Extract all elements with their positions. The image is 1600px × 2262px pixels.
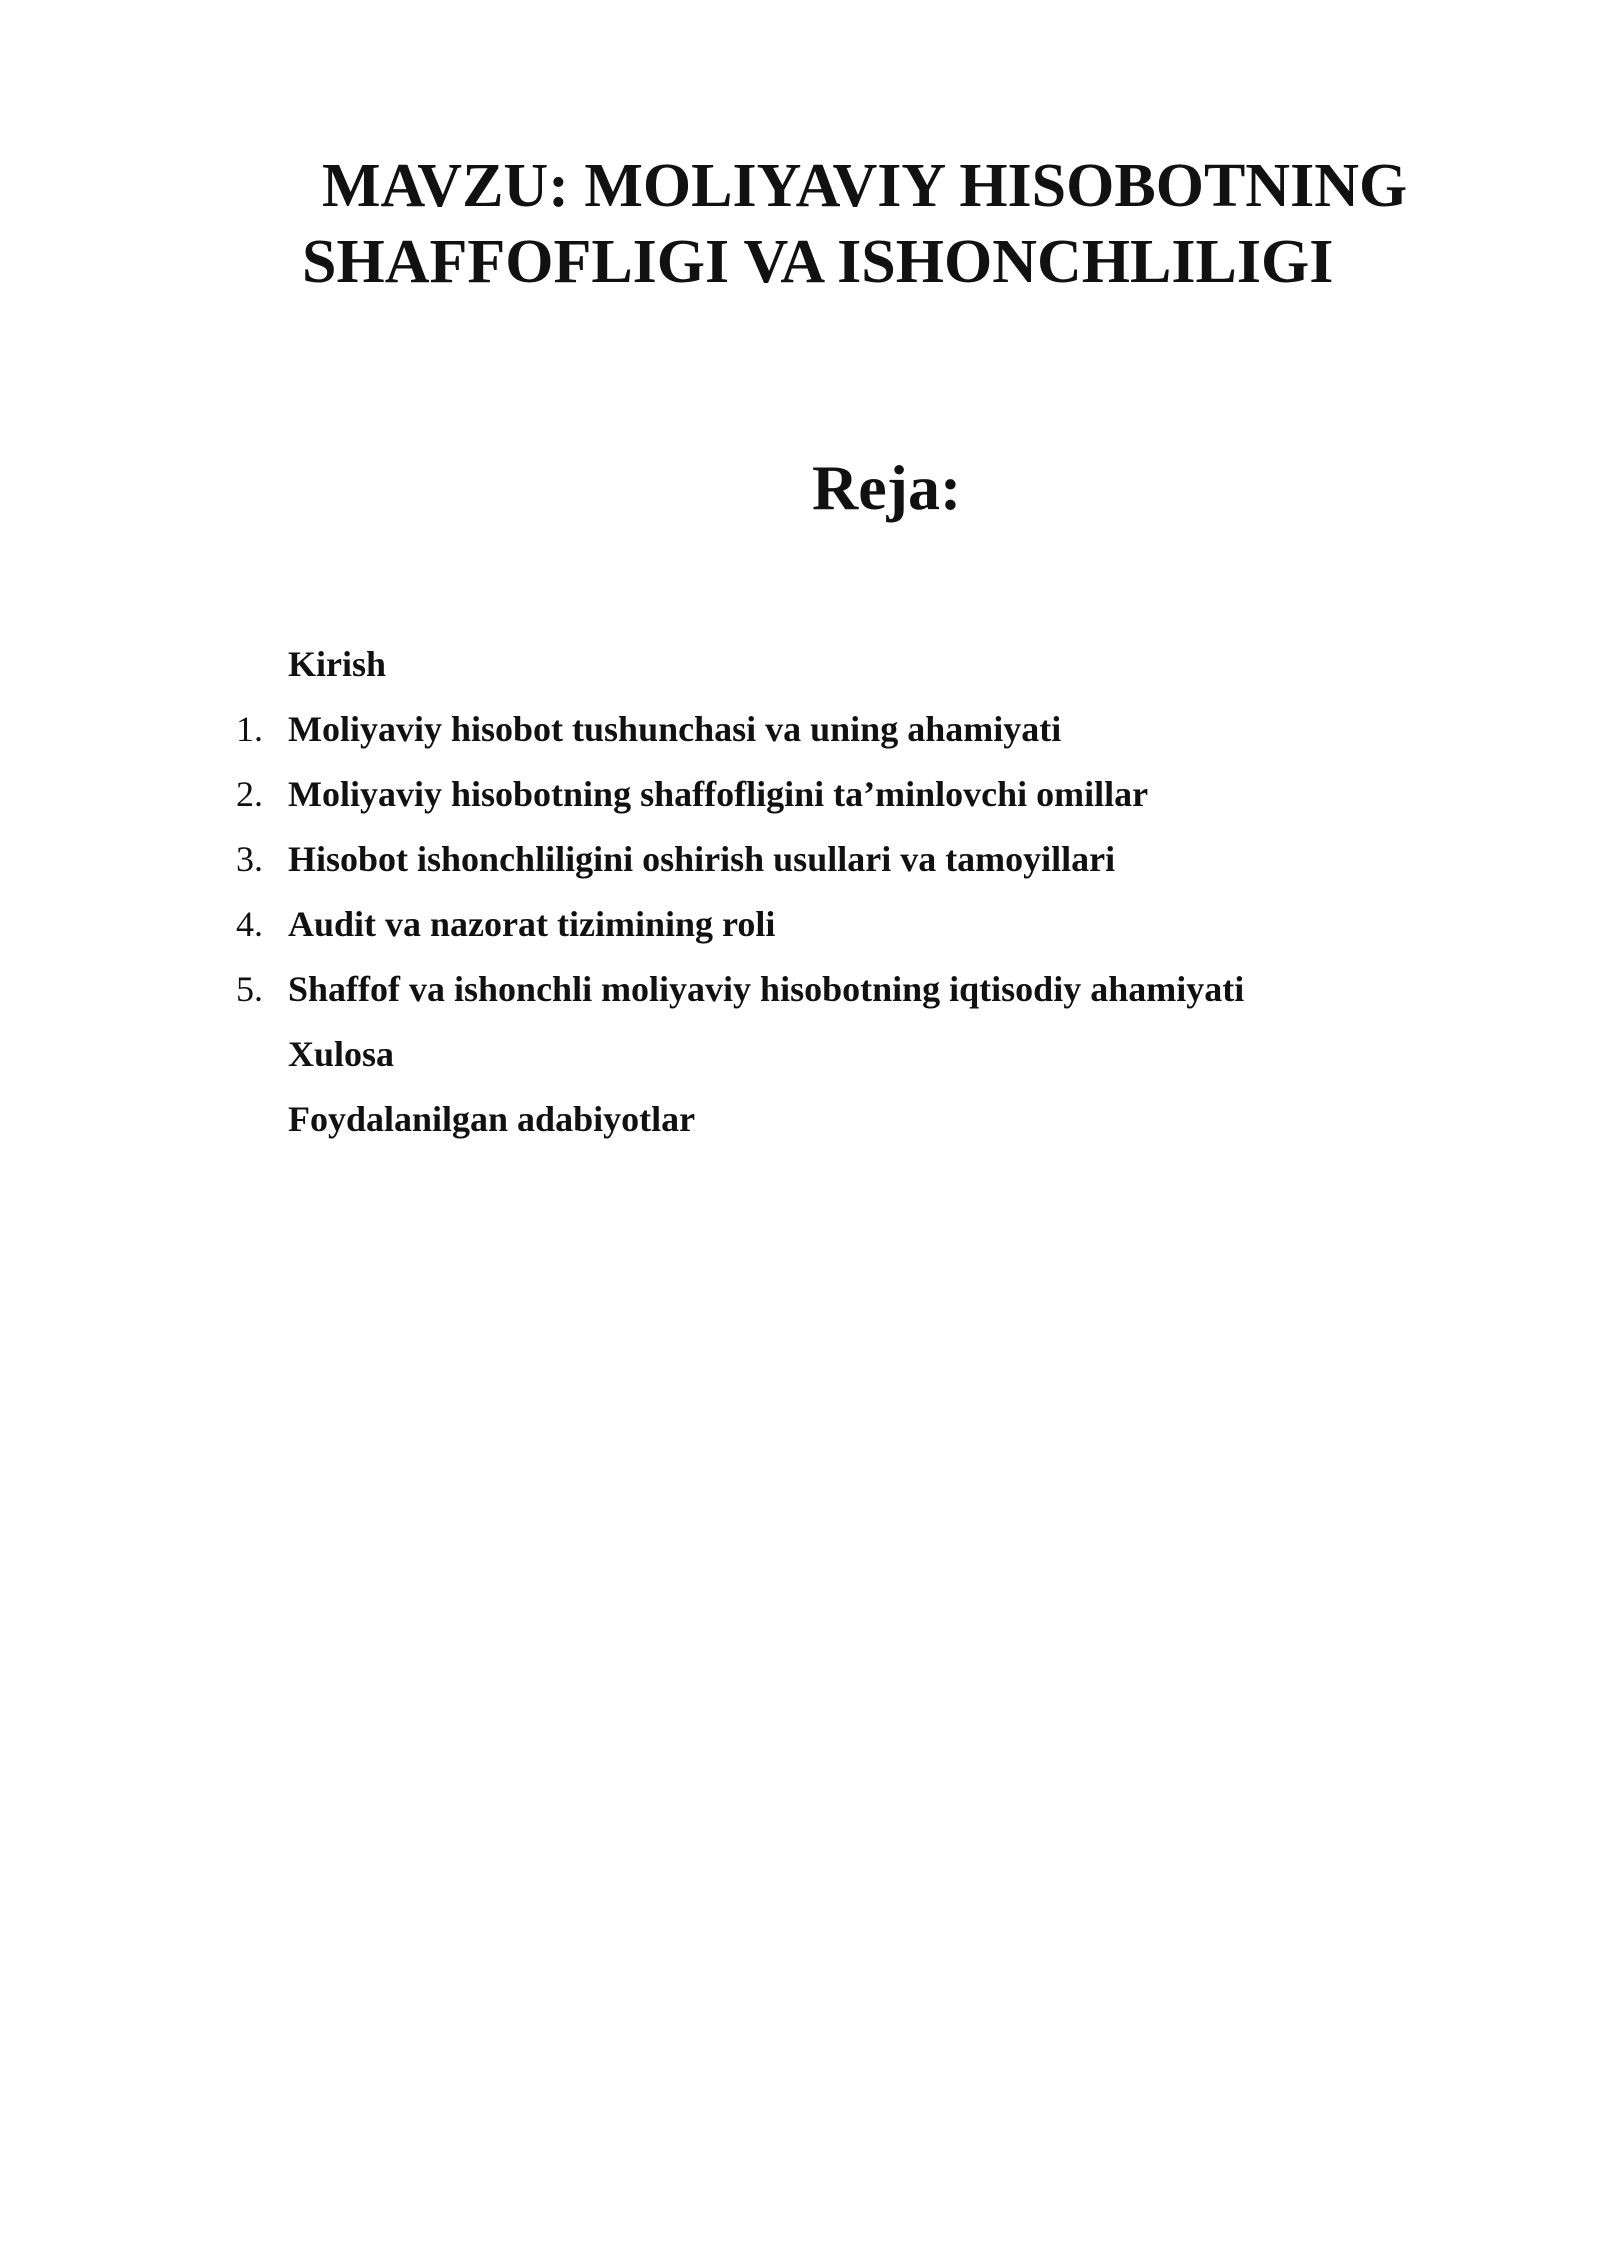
plan-item-text: Moliyaviy hisobot tushunchasi va uning ahamiyati (288, 709, 1062, 749)
plan-item-2 (0, 766, 1600, 831)
plan-item-intro (0, 636, 1600, 701)
plan-item-5 (0, 961, 1600, 1026)
plan-item-text: Shaffof va ishonchli moliyaviy hisobotning iqtisodiy ahamiyati (288, 969, 1245, 1009)
plan-heading: Reja: (812, 452, 962, 523)
plan-item-3 (0, 831, 1600, 896)
plan-item-text: Xulosa (288, 1034, 395, 1074)
plan-item-text: Foydalanilgan adabiyotlar (288, 1099, 696, 1139)
plan-item-text: Hisobot ishonchliligini oshirish usullari va tamoyillari (288, 839, 1116, 879)
plan-item-4 (0, 896, 1600, 961)
plan-item-number: 1. (236, 709, 263, 749)
plan-item-number: 4. (236, 904, 263, 944)
plan-item-text: Moliyaviy hisobotning shaffofligini ta’minlovchi omillar (288, 774, 1149, 814)
plan-item-number: 2. (236, 774, 263, 814)
plan-list (0, 636, 1600, 1156)
title-line-2: SHAFFOFLIGI VA ISHONCHLILIGI (302, 228, 1334, 296)
plan-item-text: Audit va nazorat tizimining roli (288, 904, 776, 944)
plan-item-number: 3. (236, 839, 263, 879)
plan-item-conclusion (0, 1026, 1600, 1091)
plan-item-number: 5. (236, 969, 263, 1009)
plan-item-text: Kirish (288, 644, 387, 684)
plan-item-references (0, 1091, 1600, 1156)
title-line-1: MAVZU: MOLIYAVIY HISOBOTNING (322, 152, 1408, 220)
plan-item-1 (0, 701, 1600, 766)
